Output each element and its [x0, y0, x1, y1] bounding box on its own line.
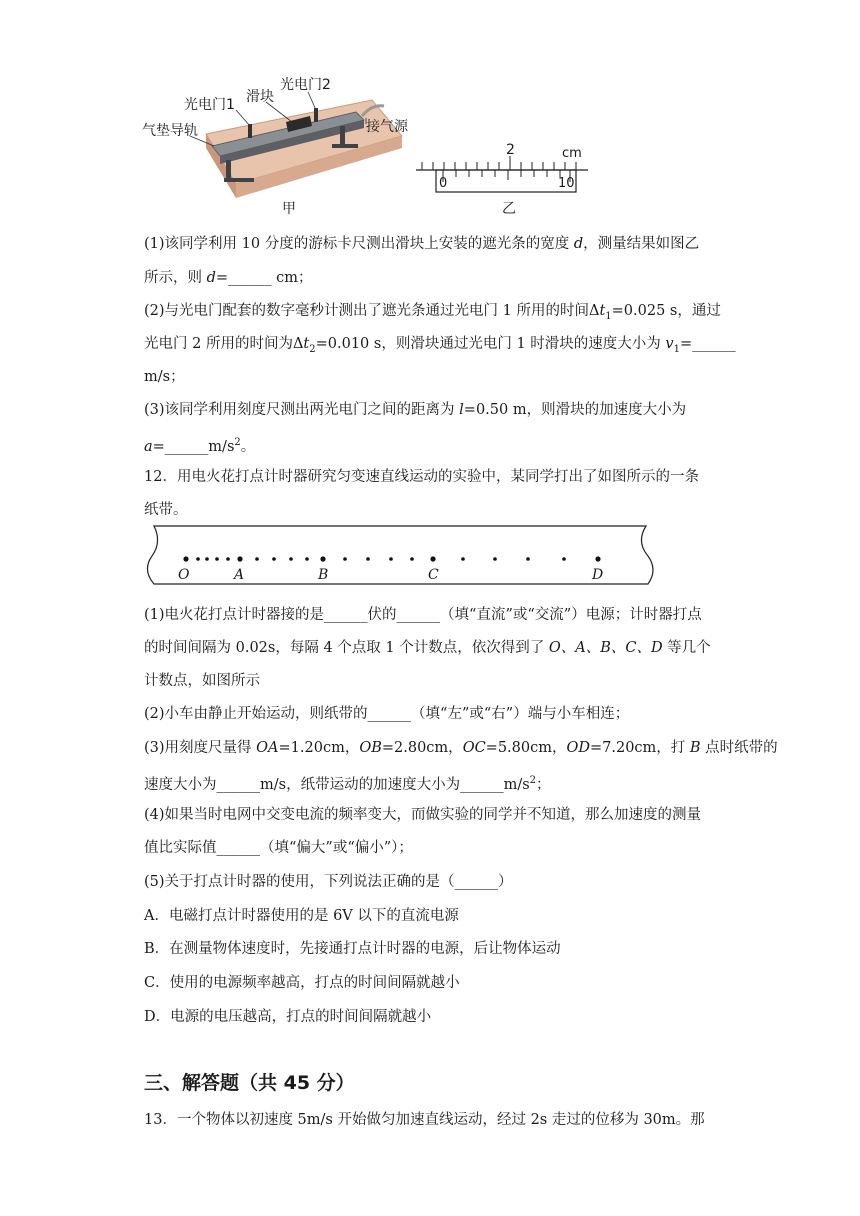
- section-3-title: 三、解答题（共 45 分）: [144, 1072, 355, 1094]
- q11-p2c: 光电门 2 所用的时间为Δ: [144, 336, 304, 352]
- q12-p5: (5)关于打点计时器的使用，下列说法正确的是（______）: [144, 874, 513, 890]
- q11-p3b: =0.50 m，则滑块的加速度大小为: [463, 402, 687, 418]
- q11-part3-line2: [144, 433, 724, 457]
- q12-p3b: =1.20cm，: [278, 740, 360, 756]
- q12-option-a: [144, 906, 724, 926]
- paper-tape-figure: [140, 522, 660, 588]
- label-gate1: 光电门1: [184, 97, 235, 113]
- q11-p3d: 。: [240, 438, 256, 455]
- q11-part1-line2: [144, 268, 724, 288]
- q12-part3-line2: [144, 771, 724, 795]
- option-a-text: A．电磁打点计时器使用的是 6V 以下的直流电源: [144, 908, 459, 924]
- q12-p3f: 点时纸带的: [700, 740, 778, 756]
- paper-tape: [140, 522, 660, 588]
- q12-p2: (2)小车由静止开始运动，则纸带的______（填“左”或“右”）端与小车相连；: [144, 706, 630, 722]
- q12-points: O、A、B、C、D: [548, 640, 663, 656]
- tape-label-a: A: [234, 567, 245, 583]
- option-c-text: C．使用的电源频率越高，打点的时间间隔就越小: [144, 975, 460, 991]
- vernier-10: 10: [558, 176, 575, 191]
- q11-p2d: =0.010 s，则滑块通过光电门 1 时滑块的速度大小为: [315, 336, 666, 352]
- q12-p3c: =2.80cm，: [381, 740, 463, 756]
- q12-stem2: 纸带。: [144, 502, 188, 518]
- q12-option-c: [144, 973, 724, 993]
- q12-part3-line1: [144, 738, 778, 758]
- q12-sup-2: 2: [529, 775, 537, 786]
- q12-stem-line1: [144, 467, 724, 487]
- tape-label-b: B: [318, 567, 329, 583]
- q11-p1d: =______ cm；: [215, 270, 313, 286]
- q11-part1-line1: [144, 234, 724, 254]
- label-gate2: 光电门2: [280, 77, 331, 93]
- var-t2: t: [303, 336, 310, 352]
- sub-2: 2: [309, 343, 316, 355]
- var-oc: OC: [462, 740, 486, 756]
- q12-p3e: =7.20cm，打: [590, 740, 690, 756]
- var-oa: OA: [256, 740, 279, 756]
- q13-stem: [144, 1110, 724, 1130]
- q11-part2-line3: [144, 367, 724, 387]
- q12-p1c: 等几个: [662, 640, 711, 656]
- q12-p1b: 的时间间隔为 0.02s，每隔 4 个点取 1 个计数点，依次得到了: [144, 640, 549, 656]
- q12-part1-line2: [144, 638, 724, 658]
- sup-2: 2: [234, 437, 241, 448]
- q12-stem1: 12．用电火花打点计时器研究匀变速直线运动的实验中，某同学打出了如图所示的一条: [144, 469, 699, 485]
- caption-yi: 乙: [502, 201, 516, 217]
- var-v: v: [665, 336, 674, 352]
- q12-part2: [144, 704, 724, 724]
- label-air: 接气源: [366, 119, 408, 135]
- q11-p2f: m/s；: [144, 369, 185, 385]
- q11-p3c: =______m/s: [152, 438, 235, 455]
- tape-label-c: C: [428, 567, 439, 583]
- q12-stem-line2: [144, 500, 724, 520]
- option-b-text: B．在测量物体速度时，先接通打点计时器的电源，后让物体运动: [144, 941, 561, 957]
- option-d-text: D．电源的电压越高，打点的时间间隔就越小: [144, 1009, 432, 1025]
- label-slider: 滑块: [246, 89, 274, 105]
- var-od: OD: [566, 740, 590, 756]
- q12-part4-line1: [144, 805, 724, 825]
- q11-part3-line1: [144, 400, 724, 420]
- q11-part2-line2: [144, 334, 736, 360]
- sub-v1: 1: [673, 343, 680, 355]
- q12-p3a: (3)用刻度尺量得: [144, 740, 257, 756]
- q12-option-d: [144, 1007, 724, 1027]
- q11-p1c: 所示，则: [144, 270, 207, 286]
- q12-p4b: 值比实际值______（填“偏大”或“偏小”）；: [144, 840, 413, 856]
- caption-jia: 甲: [282, 201, 296, 217]
- q12-p4a: (4)如果当时电网中交变电流的频率变大，而做实验的同学并不知道，那么加速度的测量: [144, 807, 702, 823]
- q11-p1b: ，测量结果如图乙: [583, 236, 700, 252]
- var-t1: t: [599, 303, 606, 319]
- figure-vernier: [410, 140, 600, 220]
- var-b: B: [689, 740, 701, 756]
- vernier-0: 0: [439, 176, 448, 191]
- q11-p2b: =0.025 s，通过: [611, 303, 721, 319]
- q12-p3d: =5.80cm，: [485, 740, 567, 756]
- main-scale-unit: cm: [562, 146, 582, 161]
- tape-label-d: D: [592, 567, 604, 583]
- q12-part1-line3: [144, 671, 724, 691]
- q12-part5: [144, 872, 724, 892]
- q11-p2e: =______: [679, 336, 736, 352]
- q12-part1-line1: [144, 605, 724, 625]
- q11-p2a: (2)与光电门配套的数字毫秒计测出了遮光条通过光电门 1 所用的时间Δ: [144, 303, 600, 319]
- q12-p1a: (1)电火花打点计时器接的是______伏的______（填“直流”或“交流”）电源；计时器打点: [144, 607, 702, 623]
- q11-p3a: (3)该同学利用刻度尺测出两光电门之间的距离为: [144, 402, 460, 418]
- main-scale-2: 2: [506, 142, 515, 158]
- q11-part2-line1: [144, 301, 724, 327]
- tape-label-o: O: [178, 567, 190, 583]
- sub-1: 1: [605, 310, 612, 322]
- var-d2: d: [206, 270, 216, 286]
- var-l: l: [459, 402, 464, 418]
- var-a: a: [144, 438, 153, 455]
- figure-air-track: [140, 74, 430, 224]
- q12-part4-line2: [144, 838, 724, 858]
- q12-p3h: ；: [536, 776, 551, 793]
- q12-option-b: [144, 939, 724, 959]
- q12-p1d: 计数点，如图所示: [144, 673, 260, 689]
- var-ob: OB: [359, 740, 382, 756]
- var-d: d: [573, 236, 584, 252]
- label-rail: 气垫导轨: [142, 123, 198, 139]
- q11-p1a: (1)该同学利用 10 分度的游标卡尺测出滑块上安装的遮光条的宽度: [144, 236, 574, 252]
- q13-stem-text: 13．一个物体以初速度 5m/s 开始做匀加速直线运动，经过 2s 走过的位移为 30m。那: [144, 1112, 705, 1128]
- q12-p3g: 速度大小为______m/s，纸带运动的加速度大小为______m/s: [144, 776, 530, 793]
